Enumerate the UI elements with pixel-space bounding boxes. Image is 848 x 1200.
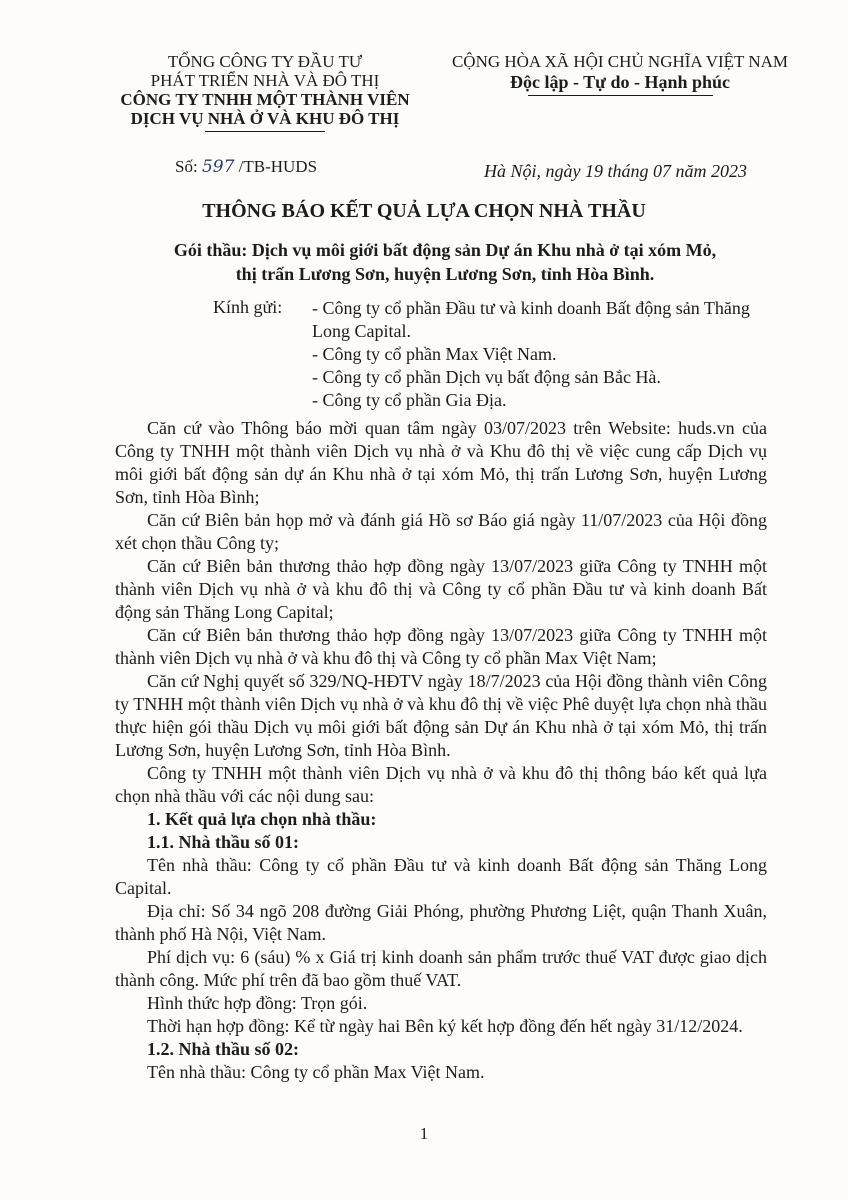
basis-paragraph-2: Căn cứ Biên bản họp mở và đánh giá Hồ sơ Báo giá ngày 11/07/2023 của Hội đồng xét chọn thầu Công ty; bbox=[115, 510, 767, 553]
basis-paragraph-3: Căn cứ Biên bản thương thảo hợp đồng ngày 13/07/2023 giữa Công ty TNHH một thành viên Dịch vụ nhà ở và khu đô thị và Công ty cổ phần Đầu tư và kinh doanh Bất động sản Thăng Long Capital; bbox=[115, 556, 767, 622]
recipient-item: - Công ty cổ phần Max Việt Nam. bbox=[312, 344, 557, 364]
basis-paragraph-4: Căn cứ Biên bản thương thảo hợp đồng ngày 13/07/2023 giữa Công ty TNHH một thành viên Dịch vụ nhà ở và khu đô thị và Công ty cổ phần Max Việt Nam; bbox=[115, 625, 767, 668]
national-header bbox=[430, 52, 810, 96]
issuer-parent-line2: PHÁT TRIỂN NHÀ VÀ ĐÔ THỊ bbox=[150, 71, 380, 90]
contractor-1-contract-form: Hình thức hợp đồng: Trọn gói. bbox=[147, 993, 368, 1013]
document-number-suffix: /TB-HUDS bbox=[234, 157, 318, 176]
basis-paragraph-5: Căn cứ Nghị quyết số 329/NQ-HĐTV ngày 18/7/2023 của Hội đồng thành viên Công ty TNHH một thành viên Dịch vụ nhà ở và khu đô thị về việc Phê duyệt lựa chọn nhà thầu thực hiện gói thầu Dịch vụ môi giới bất động sản Dự án Khu nhà ở tại xóm Mỏ, thị trấn Lương Sơn, huyện Lương Sơn, tỉnh Hòa Bình. bbox=[115, 671, 767, 760]
package-line2: thị trấn Lương Sơn, huyện Lương Sơn, tỉnh Hòa Bình. bbox=[235, 264, 655, 284]
recipient-item: - Công ty cổ phần Dịch vụ bất động sản Bắc Hà. bbox=[312, 367, 661, 387]
recipient-item: - Công ty cổ phần Đầu tư và kinh doanh Bất động sản Thăng Long Capital. bbox=[312, 298, 750, 341]
contractor-1-address: Địa chỉ: Số 34 ngõ 208 đường Giải Phóng, phường Phương Liệt, quận Thanh Xuân, thành phố Hà Nội, Việt Nam. bbox=[115, 901, 767, 944]
issuer-header bbox=[100, 52, 430, 132]
package-line1: Gói thầu: Dịch vụ môi giới bất động sản Dự án Khu nhà ở tại xóm Mỏ, bbox=[173, 240, 717, 260]
document-body bbox=[115, 417, 767, 1084]
national-title: CỘNG HÒA XÃ HỘI CHỦ NGHĨA VIỆT NAM bbox=[451, 52, 789, 71]
document-number-handwritten: 597 bbox=[201, 157, 235, 177]
contractor-1-duration: Thời hạn hợp đồng: Kể từ ngày hai Bên ký kết hợp đồng đến hết ngày 31/12/2024. bbox=[147, 1016, 743, 1036]
contractor-2-name: Tên nhà thầu: Công ty cổ phần Max Việt Nam. bbox=[147, 1062, 485, 1082]
issuer-underline bbox=[205, 131, 325, 132]
recipient-item: - Công ty cổ phần Gia Địa. bbox=[312, 390, 507, 410]
recipients-label: Kính gửi: bbox=[213, 297, 283, 317]
motto-underline bbox=[528, 95, 713, 96]
document-number bbox=[175, 157, 317, 177]
contractor-1-name: Tên nhà thầu: Công ty cổ phần Đầu tư và kinh doanh Bất động sản Thăng Long Capital. bbox=[115, 855, 767, 898]
issuer-name-line2: DỊCH VỤ NHÀ Ở VÀ KHU ĐÔ THỊ bbox=[130, 109, 400, 128]
basis-paragraph-1: Căn cứ vào Thông báo mời quan tâm ngày 03/07/2023 trên Website: huds.vn của Công ty TNHH một thành viên Dịch vụ nhà ở và Khu đô thị về việc cung cấp Dịch vụ môi giới bất động sản dự án Khu nhà ở tại xóm Mỏ, thị trấn Lương Sơn, huyện Lương Sơn, tỉnh Hòa Bình; bbox=[115, 418, 767, 507]
intro-paragraph: Công ty TNHH một thành viên Dịch vụ nhà ở và khu đô thị thông báo kết quả lựa chọn nhà thầu với các nội dung sau: bbox=[115, 763, 767, 806]
contractor-1-fee: Phí dịch vụ: 6 (sáu) % x Giá trị kinh doanh sản phẩm trước thuế VAT được giao dịch thành công. Mức phí trên đã bao gồm thuế VAT. bbox=[115, 947, 767, 990]
page-number: 1 bbox=[419, 1124, 429, 1143]
contractor-2-heading: 1.2. Nhà thầu số 02: bbox=[147, 1039, 300, 1059]
package-subject bbox=[160, 238, 730, 286]
document-number-prefix: Số: bbox=[175, 157, 202, 176]
issuer-parent-line1: TỔNG CÔNG TY ĐẦU TƯ bbox=[167, 52, 363, 71]
recipients-list bbox=[312, 297, 772, 412]
document-title: THÔNG BÁO KẾT QUẢ LỰA CHỌN NHÀ THẦU bbox=[202, 200, 646, 222]
national-motto: Độc lập - Tự do - Hạnh phúc bbox=[509, 72, 731, 92]
contractor-1-heading: 1.1. Nhà thầu số 01: bbox=[147, 832, 300, 852]
document-date: Hà Nội, ngày 19 tháng 07 năm 2023 bbox=[484, 161, 747, 181]
section-1-heading: 1. Kết quả lựa chọn nhà thầu: bbox=[147, 809, 377, 829]
issuer-name-line1: CÔNG TY TNHH MỘT THÀNH VIÊN bbox=[120, 90, 410, 109]
